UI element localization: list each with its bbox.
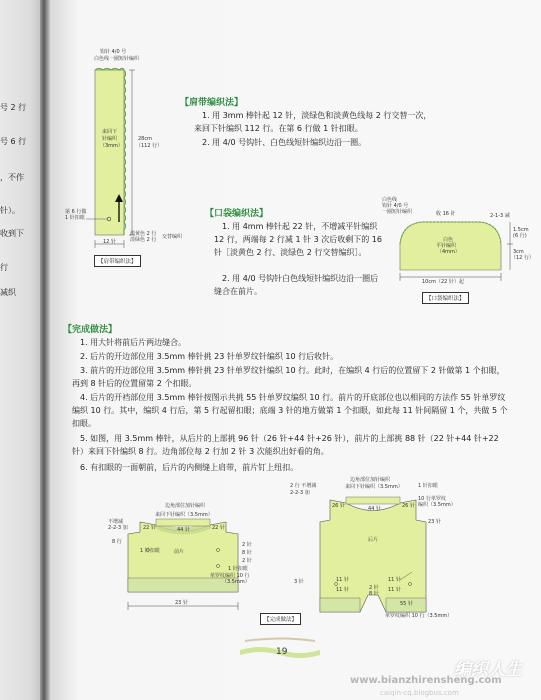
front-label-top: 边角部位加针编织 bbox=[165, 503, 206, 509]
pocket-label-rows: 收 16 针 bbox=[436, 211, 456, 217]
back-label-stitches: 8 针 bbox=[369, 591, 379, 597]
page-number: 19 bbox=[276, 647, 288, 657]
strap-label-length: 28cm bbox=[138, 136, 152, 142]
watermark-url: www.bianzhirensheng.com bbox=[350, 675, 502, 686]
strap-step-2: 2. 用 4/0 号钩针、白色线短针编织边沿一圈。 bbox=[202, 138, 367, 147]
back-label-stitches: 11 针 bbox=[336, 587, 349, 593]
front-label-rows: 8 行 bbox=[112, 539, 122, 545]
back-label-top: 来回下针编织（3.5mm） bbox=[345, 484, 403, 490]
finish-step-3: 3. 前片的开边部位用 3.5mm 棒针挑 23 针单罗纹针编织 10 行。此时，在编织 4 行后的位置留下 2 针做第 1 个扣眼，再到 8 针后的位置留第 2 个扣眼。 bbox=[72, 366, 505, 388]
strap-label-alt: 交替编织 bbox=[162, 234, 183, 240]
strap-label-buttonhole: 1 针扣眼 bbox=[65, 215, 85, 221]
pocket-label-dec: 2-1-3 减 bbox=[490, 213, 510, 219]
book-gutter bbox=[40, 0, 50, 700]
back-label-stitches: 44 针 bbox=[368, 506, 381, 512]
pocket-label-height: 1.5cm bbox=[513, 227, 529, 233]
front-label-hole: 1 针扣眼 bbox=[228, 566, 248, 572]
pocket-label-height: (6 行) bbox=[513, 233, 527, 239]
front-label-top: 来回下针编织（3.5mm） bbox=[155, 512, 213, 518]
prev-page-text: 减织 bbox=[0, 288, 16, 297]
front-label-stitches: 44 针 bbox=[177, 527, 190, 533]
back-label-rows: 2 行 不增减 bbox=[290, 483, 317, 489]
pocket-label-height: 3cm bbox=[513, 249, 524, 255]
front-label-noinc: 不增减 bbox=[108, 519, 124, 525]
finish-step-2: 2. 后片的开边部位用 3.5mm 棒针挑 23 针单罗纹针编织 10 行后收针。 bbox=[80, 352, 339, 361]
front-label-inc: 2-2-3 加 bbox=[108, 525, 128, 531]
back-label-stitches: 55 针 bbox=[400, 601, 413, 607]
back-label-panel: 后片 bbox=[368, 537, 379, 543]
finish-step-5: 5. 如图，用 3.5mm 棒针，从后片的上部挑 96 针（26 针+44 针+26 针），前片的上部挑 88 针（22 针+44 针+22 针）来回下针编织 8 行。边角部位每 2 行加 2 针 3 次能织出好看的角。 bbox=[72, 434, 499, 456]
front-label-stitches: 2 针 bbox=[242, 558, 252, 564]
strap-label-body: 针编织 bbox=[102, 136, 118, 142]
strap-label-buttonhole: 第 6 行做 bbox=[65, 209, 87, 215]
strap-label-edging: 白色线一圈短针编织 bbox=[94, 56, 140, 62]
pocket-caption: 【口袋编织法】 bbox=[422, 292, 469, 304]
back-label-stitches: 26 针 bbox=[332, 503, 345, 509]
strap-label-body: （3mm） bbox=[100, 143, 123, 149]
pocket-label-fabric: 白色 bbox=[443, 237, 454, 243]
back-label-stitches: 11 针 bbox=[388, 577, 401, 583]
prev-page-text: ，不作 bbox=[0, 173, 24, 182]
finish-step-4: 4. 后片的开裆部位用 3.5mm 棒针按图示共挑 55 针单罗纹编织 10 行。前片的开底部位也以相同的方法作 55 针单罗纹编织 10 行。其中，编织 4 行后，第 5 行起留扣眼；底端 3 针的地方做第 1 个扣眼，如此每 11 针间隔留 1 个，共做 5 个扣眼。 bbox=[72, 393, 508, 428]
pocket-label-height: （12 行） bbox=[511, 255, 534, 261]
front-label-panel: 前片 bbox=[174, 549, 185, 555]
pocket-label-width: 10cm（22 针）起 bbox=[422, 279, 464, 285]
finish-heading: 【完成做法】 bbox=[63, 325, 118, 335]
back-label-hole: 1 针扣眼 bbox=[418, 483, 438, 489]
back-label-rib: 编织（3.5mm） bbox=[418, 502, 456, 508]
back-label-top: 边角部位加针编织 bbox=[350, 477, 391, 483]
pocket-step-2: 2. 用 4/0 号钩针白色线短针编织边沿一圈后缝合在前片。 bbox=[214, 274, 379, 296]
pocket-label-fabric: 平针编织 bbox=[436, 243, 457, 249]
back-label-rib: 10 行单罗纹 bbox=[418, 496, 446, 502]
back-label-stitches: 23 针 bbox=[428, 519, 441, 525]
back-label-stitches: 26 针 bbox=[402, 503, 415, 509]
front-label-stitches: 2 针 bbox=[242, 542, 252, 548]
strap-step-1: 1. 用 3mm 棒针起 12 针，淡绿色和淡黄色线每 2 行交替一次，来回下针编织 112 行。在第 6 行做 1 针扣眼。 bbox=[194, 111, 432, 133]
page-number-ribbon bbox=[50, 0, 541, 700]
pocket-label-edging: 白色线 bbox=[382, 197, 398, 203]
strap-label-green: 淡绿色 2 行 bbox=[130, 237, 157, 243]
prev-page-text: 行 bbox=[0, 263, 8, 272]
prev-page-text: 针）。 bbox=[0, 206, 20, 215]
back-label-inc: 2-2-3 加 bbox=[290, 490, 310, 496]
front-label-stitches: 23 针 bbox=[175, 600, 188, 606]
pocket-step-1: 1. 用 4mm 棒针起 22 针，不增减平针编织 12 行，两端每 2 行减 1 针 3 次后收剩下的 16 针［淡黄色 2 行、淡绿色 2 行交替编织］。 bbox=[214, 222, 382, 257]
front-label-rib: （3.5mm） bbox=[222, 579, 250, 585]
front-label-rib: 单罗纹编织 10 行 bbox=[210, 573, 250, 579]
pocket-label-edging: 钩针 4/0 号 bbox=[382, 203, 409, 209]
watermark-blog: caiqin-cq.blogbus.com bbox=[380, 689, 459, 697]
back-label-stitches: 11 针 bbox=[336, 577, 349, 583]
strap-label-hook: 钩针 4/0 号 bbox=[100, 49, 127, 55]
back-label-stitches: 11 针 bbox=[388, 587, 401, 593]
front-label-stitches: 22 针 bbox=[212, 525, 225, 531]
strap-heading: 【肩带编织法】 bbox=[180, 98, 244, 108]
finish-caption: 【完成做法】 bbox=[260, 613, 301, 625]
previous-page bbox=[0, 0, 44, 700]
front-label-stitches: 8 针 bbox=[242, 550, 252, 556]
page-19 bbox=[50, 0, 541, 700]
front-label-stitches: 22 针 bbox=[143, 525, 156, 531]
strap-caption: 【肩带编织法】 bbox=[94, 255, 141, 267]
prev-page-text: 号 2 行 bbox=[0, 103, 27, 112]
strap-label-yellow: 淡黄色 2 行 bbox=[130, 231, 157, 237]
pocket-label-fabric: （4mm） bbox=[437, 249, 460, 255]
watermark-name: 编织人生 bbox=[454, 660, 522, 680]
back-label-rib: 单罗纹编织 10 行（3.5mm） bbox=[385, 613, 453, 619]
finish-step-1: 1. 用大针将前后片两边缝合。 bbox=[80, 338, 187, 347]
prev-page-text: 号 6 行 bbox=[0, 137, 27, 146]
strap-label-length: （112 行） bbox=[136, 143, 163, 149]
front-label-hole: 1 针扣眼 bbox=[140, 548, 160, 554]
finish-step-6: 6. 有扣眼的一面朝前，后片的内侧缝上肩带，前片钉上纽扣。 bbox=[80, 463, 299, 472]
prev-page-text: 收到下 bbox=[0, 229, 24, 238]
strap-label-width: 12 针 bbox=[103, 239, 116, 245]
back-label-stitches: 2 针 bbox=[369, 585, 379, 591]
strap-label-body: 来回下 bbox=[102, 129, 118, 135]
pocket-heading: 【口袋编织法】 bbox=[205, 209, 269, 219]
back-label-stitches: 3 针 bbox=[294, 579, 304, 585]
pocket-label-edging: 一圈短针编织 bbox=[382, 209, 413, 215]
